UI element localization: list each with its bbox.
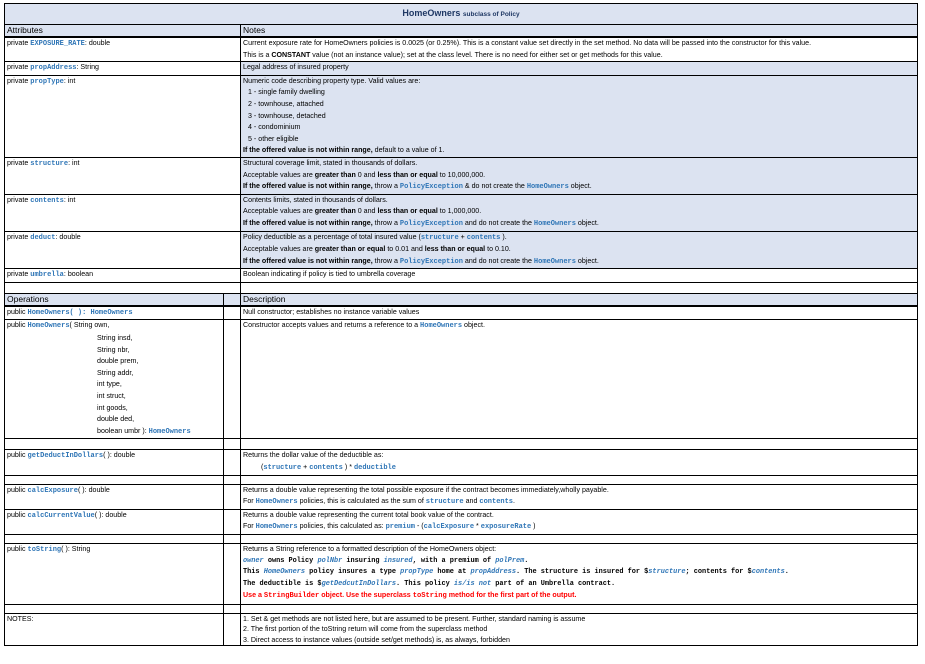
attr-notes bbox=[241, 231, 918, 269]
notes-list bbox=[241, 613, 918, 646]
text-fragment: ; contents for $ bbox=[685, 568, 752, 577]
text-fragment: . bbox=[513, 497, 515, 506]
op-row-to-string bbox=[5, 543, 918, 604]
notes-row bbox=[5, 613, 918, 646]
text-fragment: and do not create the bbox=[462, 218, 534, 227]
text-fragment: structure bbox=[420, 233, 459, 242]
text-fragment: Acceptable values are bbox=[243, 245, 315, 254]
text-fragment: object. bbox=[575, 218, 599, 227]
text-fragment: public bbox=[7, 321, 28, 330]
ctor-param: int struct, bbox=[97, 392, 126, 401]
op-description bbox=[241, 450, 918, 475]
text-fragment: + bbox=[301, 463, 310, 471]
attr-row-contents bbox=[5, 194, 918, 231]
text-fragment: : int bbox=[63, 76, 76, 85]
text-fragment: HomeOwners bbox=[533, 219, 576, 228]
text-fragment: contents bbox=[479, 498, 513, 507]
text-fragment: insuring bbox=[342, 556, 384, 565]
text-fragment: HomeOwners bbox=[420, 322, 463, 331]
text-fragment: : String bbox=[76, 63, 99, 72]
operations-header-row bbox=[5, 293, 918, 306]
text-fragment: owns Policy bbox=[263, 556, 318, 565]
text-fragment: contents bbox=[309, 464, 343, 472]
text-fragment: less than or equal bbox=[424, 245, 486, 254]
text-fragment: If the offered value is not within range, bbox=[243, 146, 373, 155]
text-fragment: ( String own, bbox=[69, 321, 110, 330]
ctor-param: String addr, bbox=[97, 368, 134, 377]
tostring-format-line-3 bbox=[243, 579, 915, 591]
text-fragment: object. bbox=[568, 182, 592, 191]
ctor-param: double prem, bbox=[97, 357, 139, 366]
text-fragment: throw a bbox=[372, 182, 400, 191]
attr-row-structure bbox=[5, 157, 918, 194]
text-fragment: polNbr bbox=[317, 556, 343, 565]
text-fragment: Current exposure rate for HomeOwners policies is 0.0025 (or 0.25%). This is a constant value set directly in the set method. No data will be passed into the constructor for this value. bbox=[243, 39, 812, 47]
text-fragment: getDedcutInDollars bbox=[321, 579, 397, 588]
text-fragment: : int bbox=[63, 195, 76, 204]
text-fragment: umbrella bbox=[30, 271, 64, 280]
text-fragment: calcCurrentValue bbox=[27, 511, 95, 520]
text-fragment: to 0.10. bbox=[485, 245, 511, 254]
text-fragment: HomeOwners( ): HomeOwners bbox=[27, 308, 133, 317]
op-row-calc-exposure bbox=[5, 484, 918, 509]
text-fragment: propType bbox=[30, 77, 64, 86]
text-fragment: calcExposure bbox=[27, 486, 78, 495]
prop-type-option: 4 - condominium bbox=[248, 123, 301, 132]
text-fragment: For bbox=[243, 497, 256, 506]
spec-table bbox=[4, 3, 918, 646]
attr-signature bbox=[5, 269, 241, 283]
op-description bbox=[241, 543, 918, 604]
text-fragment: boolean umbr ): bbox=[97, 426, 149, 435]
text-fragment: Use a bbox=[243, 591, 264, 600]
text-fragment: HomeOwners bbox=[148, 427, 191, 436]
text-fragment: calcExposure bbox=[423, 523, 475, 532]
text-fragment: insured bbox=[383, 556, 413, 565]
attr-row-exposure-rate bbox=[5, 37, 918, 62]
text-fragment: policy insures a type bbox=[305, 568, 401, 577]
text-fragment: : boolean bbox=[63, 270, 94, 279]
text-fragment: private bbox=[7, 270, 31, 279]
text-fragment: contents bbox=[466, 233, 501, 242]
text-fragment: ( ): String bbox=[61, 544, 91, 553]
text-fragment: object. bbox=[462, 321, 485, 330]
class-name: HomeOwners bbox=[402, 8, 461, 18]
attr-signature bbox=[5, 157, 241, 194]
text-fragment: private bbox=[7, 158, 31, 167]
text-fragment: : double bbox=[84, 39, 111, 47]
attr-row-prop-type bbox=[5, 75, 918, 157]
text-fragment: policies, this is calculated as the sum of bbox=[297, 497, 426, 506]
text-fragment: . bbox=[784, 568, 789, 577]
note-item: 2. The first portion of the toString return will come from the superclass method bbox=[243, 625, 488, 634]
class-title bbox=[5, 4, 918, 25]
spacer-row bbox=[5, 534, 918, 543]
ctor-param: int goods, bbox=[97, 403, 128, 412]
text-fragment: Returns a double value representing the current total book value of the contract. bbox=[243, 510, 494, 519]
spacer-row bbox=[5, 439, 918, 450]
text-fragment: Returns a String reference to a formatted description of the HomeOwners object: bbox=[243, 544, 497, 553]
attr-notes bbox=[241, 75, 918, 157]
text-fragment: to 10,000,000. bbox=[437, 170, 486, 179]
class-spec-sheet bbox=[4, 3, 917, 646]
text-fragment: structure bbox=[425, 498, 464, 507]
prop-type-option: 2 - townhouse, attached bbox=[248, 99, 324, 108]
text-fragment: propAddress bbox=[30, 64, 77, 73]
notes-label: NOTES: bbox=[5, 613, 224, 646]
ctor-param: String insd, bbox=[97, 334, 133, 343]
text-fragment: PolicyException bbox=[399, 219, 463, 228]
text-fragment: Acceptable values are bbox=[243, 207, 315, 216]
text-fragment: propAddress bbox=[470, 568, 516, 577]
text-fragment: ) * bbox=[342, 463, 354, 471]
attr-notes: Boolean indicating if policy is tied to umbrella coverage bbox=[241, 269, 918, 283]
text-fragment: polPrem bbox=[495, 556, 525, 565]
text-fragment: public bbox=[7, 510, 28, 519]
op-signature bbox=[5, 484, 224, 509]
text-fragment: object. bbox=[575, 256, 599, 265]
text-fragment: The deductible is $ bbox=[243, 579, 322, 588]
text-fragment: contents bbox=[751, 568, 785, 577]
text-fragment: structure bbox=[263, 464, 302, 472]
text-fragment: getDeductInDollars bbox=[27, 452, 104, 461]
text-fragment: For bbox=[243, 522, 256, 531]
text-fragment: HomeOwners bbox=[255, 523, 298, 532]
text-fragment: HomeOwners bbox=[255, 498, 298, 507]
text-fragment: PolicyException bbox=[399, 257, 463, 266]
text-fragment: public bbox=[7, 307, 28, 316]
description-header: Description bbox=[241, 293, 918, 306]
note-item: 3. Direct access to instance values (outside set/get methods) is, as always, forbidden bbox=[243, 635, 510, 644]
text-fragment: owner bbox=[243, 556, 264, 565]
attr-notes bbox=[241, 157, 918, 194]
text-fragment: ( ): double bbox=[94, 510, 127, 519]
spacer-row bbox=[5, 282, 918, 293]
text-fragment: contents bbox=[30, 196, 64, 205]
text-fragment: : int bbox=[68, 158, 80, 167]
text-fragment: toString bbox=[412, 592, 447, 601]
tostring-format-line-1 bbox=[243, 556, 915, 568]
op-signature bbox=[5, 509, 224, 534]
op-description bbox=[241, 509, 918, 534]
text-fragment: PolicyException bbox=[399, 183, 463, 192]
text-fragment: default to a value of 1. bbox=[372, 146, 445, 155]
text-fragment: private bbox=[7, 232, 31, 241]
class-subtitle: subclass of Policy bbox=[462, 11, 520, 18]
text-fragment: policies, this calculated as: bbox=[297, 522, 386, 531]
prop-type-option: 3 - townhouse, detached bbox=[248, 111, 326, 120]
text-fragment: private bbox=[7, 39, 31, 47]
attr-notes: Current exposure rate for HomeOwners policies is 0.0025 (or 0.25%). This is a constant value set directly in the set method. No data will be passed into the constructor for this value. This is a CONSTANT value (not an instance value); set at the class level. There is no need for either set or get methods for this value. bbox=[241, 37, 918, 62]
text-fragment: HomeOwners bbox=[263, 568, 306, 577]
attr-row-umbrella bbox=[5, 269, 918, 283]
text-fragment: Policy deductible as a percentage of total insured value ( bbox=[243, 232, 421, 241]
text-fragment: private bbox=[7, 195, 31, 204]
text-fragment: 0 and bbox=[355, 207, 378, 216]
text-fragment: If the offered value is not within range, bbox=[243, 256, 373, 265]
text-fragment: & do not create the bbox=[462, 182, 527, 191]
text-fragment: exposureRate bbox=[480, 523, 532, 532]
attr-signature bbox=[5, 62, 241, 76]
ctor-param: int type, bbox=[97, 380, 122, 389]
text-fragment: public bbox=[7, 485, 28, 494]
spacer-row bbox=[5, 475, 918, 484]
notes-header: Notes bbox=[241, 25, 918, 38]
text-fragment: public bbox=[7, 451, 28, 460]
text-fragment: deduct bbox=[30, 233, 56, 242]
text-fragment: Returns the dollar value of the deductible as: bbox=[243, 451, 384, 460]
text-fragment: . The structure is insured for $ bbox=[515, 568, 649, 577]
text-fragment: , with a premium of bbox=[412, 556, 496, 565]
text-fragment: ). bbox=[500, 232, 507, 241]
op-description: Null constructor; establishes no instance variable values bbox=[241, 306, 918, 320]
ctor-param-last bbox=[7, 426, 221, 439]
ctor-param: String nbr, bbox=[97, 345, 130, 354]
attr-notes bbox=[241, 194, 918, 231]
text-fragment: is/is not bbox=[453, 579, 492, 588]
attributes-header: Attributes bbox=[5, 25, 241, 38]
text-fragment: * bbox=[474, 522, 481, 531]
text-fragment: greater than bbox=[314, 207, 356, 216]
spacer-row bbox=[5, 604, 918, 613]
text-fragment: throw a bbox=[372, 218, 400, 227]
text-fragment: - ( bbox=[414, 522, 424, 531]
op-row-null-constructor bbox=[5, 306, 918, 320]
note-item: 1. Set & get methods are not listed here, but are assumed to be present. Further, standard naming is assume bbox=[243, 614, 586, 623]
operations-header: Operations bbox=[5, 293, 224, 306]
text-fragment: method for the first part of the output. bbox=[446, 591, 577, 600]
text-fragment: HomeOwners bbox=[526, 183, 569, 192]
text-fragment: Contents limits, stated in thousands of dollars. bbox=[243, 195, 388, 204]
text-fragment: Numeric code describing property type. Valid values are: bbox=[243, 76, 421, 85]
attr-signature bbox=[5, 231, 241, 269]
attr-signature bbox=[5, 194, 241, 231]
text-fragment: less than or equal bbox=[377, 170, 438, 179]
text-fragment: to 1,000,000. bbox=[437, 207, 482, 216]
text-fragment: object. Use the superclass bbox=[319, 591, 413, 600]
text-fragment: . bbox=[524, 556, 529, 565]
text-fragment: propType bbox=[400, 568, 434, 577]
text-fragment: greater than or equal bbox=[314, 245, 386, 254]
attr-row-prop-address bbox=[5, 62, 918, 76]
text-fragment: ( bbox=[261, 463, 264, 471]
text-fragment: structure bbox=[648, 568, 686, 577]
text-fragment: 0 and bbox=[355, 170, 378, 179]
tostring-format-line-2 bbox=[243, 567, 915, 579]
text-fragment: ( ): double bbox=[103, 451, 136, 460]
text-fragment: and do not create the bbox=[462, 256, 534, 265]
text-fragment: private bbox=[7, 63, 31, 72]
text-fragment: ( ): double bbox=[77, 485, 110, 494]
op-row-constructor bbox=[5, 320, 918, 439]
text-fragment: Acceptable values are bbox=[243, 170, 315, 179]
text-fragment: If the offered value is not within range, bbox=[243, 218, 373, 227]
prop-type-option: 1 - single family dwelling bbox=[248, 88, 325, 97]
text-fragment: structure bbox=[30, 159, 69, 168]
text-fragment: Structural coverage limit, stated in thousands of dollars. bbox=[243, 158, 418, 167]
text-fragment: Returns a double value representing the total possible exposure if the contract becomes immediately,wholly payable. bbox=[243, 485, 609, 494]
text-fragment: This bbox=[243, 568, 264, 577]
text-fragment: home at bbox=[433, 568, 471, 577]
title-row bbox=[5, 4, 918, 25]
op-signature bbox=[5, 320, 224, 439]
attr-row-deduct bbox=[5, 231, 918, 269]
op-row-calc-current-value bbox=[5, 509, 918, 534]
text-fragment: If the offered value is not within range, bbox=[243, 182, 373, 191]
text-fragment: and bbox=[463, 497, 480, 506]
op-signature bbox=[5, 306, 224, 320]
text-fragment: HomeOwners bbox=[533, 257, 576, 266]
text-fragment: Constructor accepts values and returns a reference to a bbox=[243, 321, 421, 330]
text-fragment: HomeOwners bbox=[27, 322, 70, 331]
text-fragment: less than or equal bbox=[377, 207, 438, 216]
text-fragment: greater than bbox=[314, 170, 356, 179]
text-fragment: to 0.01 and bbox=[385, 245, 425, 254]
text-fragment: premium bbox=[385, 523, 415, 532]
ctor-param: double ded, bbox=[97, 415, 135, 424]
attr-signature bbox=[5, 37, 241, 62]
text-fragment: EXPOSURE_RATE bbox=[30, 40, 85, 48]
tostring-instruction bbox=[243, 590, 915, 603]
text-fragment: . This policy bbox=[396, 579, 454, 588]
text-fragment: ) bbox=[531, 522, 536, 531]
text-fragment: + bbox=[458, 232, 467, 241]
op-signature bbox=[5, 450, 224, 475]
text-fragment: private bbox=[7, 76, 31, 85]
text-fragment: public bbox=[7, 544, 28, 553]
attributes-header-row bbox=[5, 25, 918, 38]
op-description bbox=[241, 320, 918, 439]
text-fragment: throw a bbox=[372, 256, 400, 265]
text-fragment: toString bbox=[27, 545, 62, 554]
op-row-get-deduct bbox=[5, 450, 918, 475]
text-fragment: part of an Umbrella contract. bbox=[491, 579, 616, 588]
attr-notes: Legal address of insured property bbox=[241, 62, 918, 76]
text-fragment: deductible bbox=[353, 464, 396, 472]
prop-type-option: 5 - other eligible bbox=[248, 134, 299, 143]
text-fragment: StringBuilder bbox=[263, 592, 320, 601]
op-description bbox=[241, 484, 918, 509]
attr-signature bbox=[5, 75, 241, 157]
op-signature bbox=[5, 543, 224, 604]
text-fragment: : double bbox=[55, 232, 81, 241]
